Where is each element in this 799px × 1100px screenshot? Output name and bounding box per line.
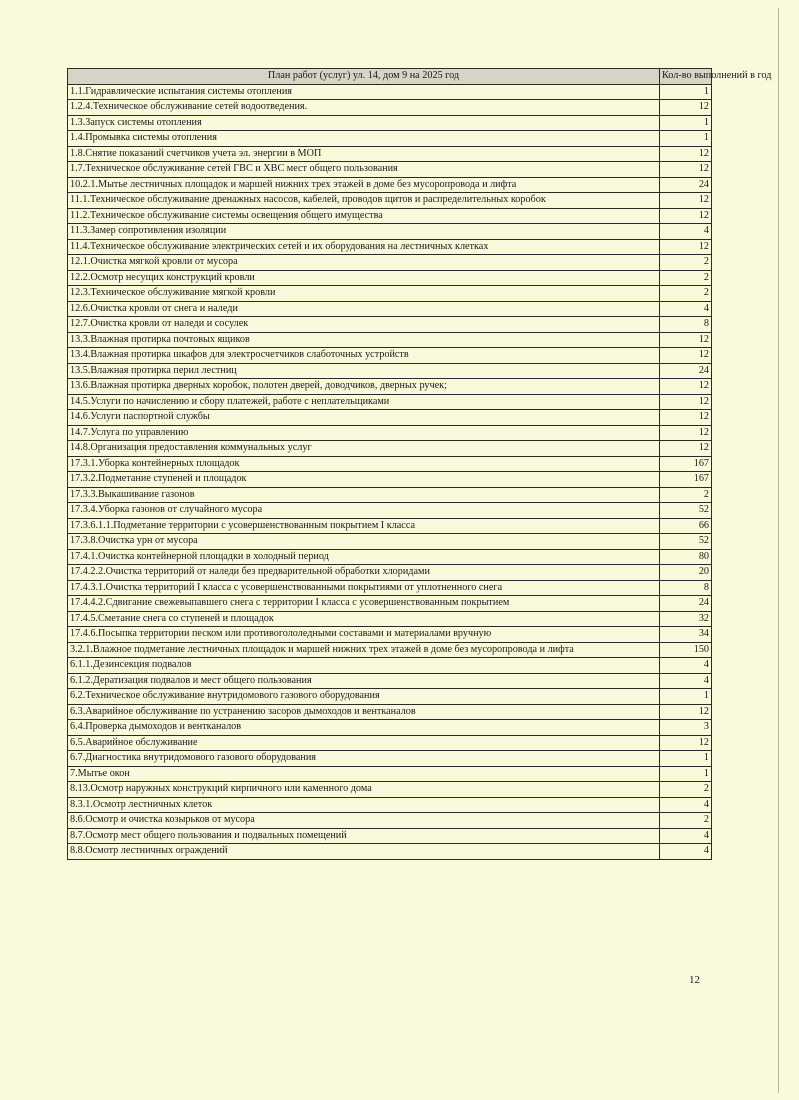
work-item-count: 2	[660, 270, 712, 286]
work-item-count: 24	[660, 363, 712, 379]
work-item-name: 17.3.3.Выкашивание газонов	[68, 487, 660, 503]
work-item-name: 17.4.2.2.Очистка территорий от наледи без предварительной обработки хлоридами	[68, 565, 660, 581]
work-item-name: 14.8.Организация предоставления коммунальных услуг	[68, 441, 660, 457]
table-row	[68, 193, 712, 209]
table-row	[68, 332, 712, 348]
work-item-count: 12	[660, 146, 712, 162]
work-item-name: 13.5.Влажная протирка перил лестниц	[68, 363, 660, 379]
work-item-name: 1.2.4.Техническое обслуживание сетей водоотведения.	[68, 100, 660, 116]
work-item-count: 4	[660, 658, 712, 674]
work-item-name: 12.1.Очистка мягкой кровли от мусора	[68, 255, 660, 271]
work-item-name: 6.2.Техническое обслуживание внутридомового газового оборудования	[68, 689, 660, 705]
work-item-count: 1	[660, 689, 712, 705]
table-row	[68, 549, 712, 565]
work-item-count: 32	[660, 611, 712, 627]
work-item-count: 4	[660, 844, 712, 860]
work-item-name: 17.3.4.Уборка газонов от случайного мусора	[68, 503, 660, 519]
work-item-name: 1.3.Запуск системы отопления	[68, 115, 660, 131]
work-item-count: 4	[660, 301, 712, 317]
work-item-count: 8	[660, 580, 712, 596]
work-item-count: 34	[660, 627, 712, 643]
table-row	[68, 363, 712, 379]
work-item-name: 3.2.1.Влажное подметание лестничных площадок и маршей нижних трех этажей в доме без мусоропровода и лифта	[68, 642, 660, 658]
work-item-count: 4	[660, 828, 712, 844]
work-plan-table	[67, 68, 772, 860]
work-item-name: 11.1.Техническое обслуживание дренажных насосов, кабелей, проводов щитов и распределительных коробок	[68, 193, 660, 209]
table-row	[68, 611, 712, 627]
work-item-name: 14.7.Услуга по управлению	[68, 425, 660, 441]
work-item-name: 1.1.Гидравлические испытания системы отопления	[68, 84, 660, 100]
table-body	[68, 84, 712, 859]
work-item-name: 12.7.Очистка кровли от наледи и сосулек	[68, 317, 660, 333]
work-item-count: 12	[660, 162, 712, 178]
work-item-name: 17.4.3.1.Очистка территорий I класса с усовершенствованными покрытиями от уплотненного снега	[68, 580, 660, 596]
work-item-count: 12	[660, 208, 712, 224]
table-row	[68, 642, 712, 658]
table-row	[68, 131, 712, 147]
work-item-name: 6.3.Аварийное обслуживание по устранению засоров дымоходов и вентканалов	[68, 704, 660, 720]
work-item-name: 6.5.Аварийное обслуживание	[68, 735, 660, 751]
table-row	[68, 177, 712, 193]
table-row	[68, 115, 712, 131]
work-item-name: 1.4.Промывка системы отопления	[68, 131, 660, 147]
work-item-name: 11.3.Замер сопротивления изоляции	[68, 224, 660, 240]
table-row	[68, 735, 712, 751]
work-item-name: 13.6.Влажная протирка дверных коробок, полотен дверей, доводчиков, дверных ручек;	[68, 379, 660, 395]
work-item-count: 3	[660, 720, 712, 736]
work-item-count: 2	[660, 813, 712, 829]
table-row	[68, 689, 712, 705]
work-item-count: 4	[660, 797, 712, 813]
table-row	[68, 720, 712, 736]
table-row	[68, 224, 712, 240]
table-row	[68, 844, 712, 860]
work-item-count: 150	[660, 642, 712, 658]
table-row	[68, 270, 712, 286]
work-item-count: 12	[660, 704, 712, 720]
work-item-name: 6.7.Диагностика внутридомового газового оборудования	[68, 751, 660, 767]
page-number: 12	[689, 974, 700, 986]
work-item-name: 13.3.Влажная протирка почтовых ящиков	[68, 332, 660, 348]
table-row	[68, 456, 712, 472]
work-item-name: 17.4.6.Посыпка территории песком или противогололедными составами и материалами вручную	[68, 627, 660, 643]
work-item-name: 12.3.Техническое обслуживание мягкой кровли	[68, 286, 660, 302]
work-item-count: 24	[660, 596, 712, 612]
work-item-name: 6.1.1.Дезинсекция подвалов	[68, 658, 660, 674]
work-item-count: 24	[660, 177, 712, 193]
work-item-name: 10.2.1.Мытье лестничных площадок и маршей нижних трех этажей в доме без мусоропровода и лифта	[68, 177, 660, 193]
table-row	[68, 704, 712, 720]
work-item-name: 17.3.1.Уборка контейнерных площадок	[68, 456, 660, 472]
work-item-name: 1.7.Техническое обслуживание сетей ГВС и ХВС мест общего пользования	[68, 162, 660, 178]
count-column-header: Кол-во выполнений в год	[660, 69, 712, 85]
work-item-name: 8.6.Осмотр и очистка козырьков от мусора	[68, 813, 660, 829]
table-row	[68, 751, 712, 767]
work-item-count: 12	[660, 100, 712, 116]
work-item-name: 17.3.2.Подметание ступеней и площадок	[68, 472, 660, 488]
work-item-name: 6.1.2.Дератизация подвалов и мест общего пользования	[68, 673, 660, 689]
table-row	[68, 580, 712, 596]
table-row	[68, 658, 712, 674]
work-item-count: 66	[660, 518, 712, 534]
work-item-count: 52	[660, 503, 712, 519]
work-item-name: 17.4.4.2.Сдвигание свежевыпавшего снега с территории I класса с усовершенствованным покрытием	[68, 596, 660, 612]
work-item-count: 1	[660, 131, 712, 147]
work-item-count: 12	[660, 425, 712, 441]
table-title: План работ (услуг) ул. 14, дом 9 на 2025 год	[68, 69, 660, 85]
work-item-count: 12	[660, 239, 712, 255]
work-item-name: 8.13.Осмотр наружных конструкций кирпичного или каменного дома	[68, 782, 660, 798]
work-item-name: 11.2.Техническое обслуживание системы освещения общего имущества	[68, 208, 660, 224]
table-row	[68, 146, 712, 162]
table-row	[68, 828, 712, 844]
work-item-name: 12.6.Очистка кровли от снега и наледи	[68, 301, 660, 317]
work-item-count: 12	[660, 410, 712, 426]
work-item-count: 8	[660, 317, 712, 333]
table-row	[68, 518, 712, 534]
table-row	[68, 534, 712, 550]
work-item-name: 14.5.Услуги по начислению и сбору платежей, работе с неплательщиками	[68, 394, 660, 410]
work-item-count: 52	[660, 534, 712, 550]
table-row	[68, 394, 712, 410]
table-row	[68, 348, 712, 364]
table-row	[68, 673, 712, 689]
table-row	[68, 239, 712, 255]
table-row	[68, 766, 712, 782]
work-item-count: 12	[660, 394, 712, 410]
table-row	[68, 797, 712, 813]
work-item-count: 2	[660, 487, 712, 503]
table-row	[68, 301, 712, 317]
table-row	[68, 472, 712, 488]
work-item-name: 8.3.1.Осмотр лестничных клеток	[68, 797, 660, 813]
work-item-count: 12	[660, 193, 712, 209]
table-row	[68, 596, 712, 612]
work-item-count: 1	[660, 766, 712, 782]
work-item-name: 1.8.Снятие показаний счетчиков учета эл. энергии в МОП	[68, 146, 660, 162]
table-row	[68, 565, 712, 581]
table-row	[68, 813, 712, 829]
work-item-count: 2	[660, 286, 712, 302]
table-row	[68, 425, 712, 441]
work-item-name: 12.2.Осмотр несущих конструкций кровли	[68, 270, 660, 286]
work-item-name: 17.3.6.1.1.Подметание территории с усовершенствованным покрытием I класса	[68, 518, 660, 534]
table-row	[68, 286, 712, 302]
work-item-name: 14.6.Услуги паспортной службы	[68, 410, 660, 426]
work-item-name: 17.4.1.Очистка контейнерной площадки в холодный период	[68, 549, 660, 565]
table-row	[68, 503, 712, 519]
table-row	[68, 487, 712, 503]
work-item-count: 167	[660, 456, 712, 472]
work-item-name: 17.4.5.Сметание снега со ступеней и площадок	[68, 611, 660, 627]
work-item-count: 12	[660, 379, 712, 395]
work-item-count: 1	[660, 115, 712, 131]
work-item-name: 8.7.Осмотр мест общего пользования и подвальных помещений	[68, 828, 660, 844]
work-item-count: 167	[660, 472, 712, 488]
work-item-name: 6.4.Проверка дымоходов и вентканалов	[68, 720, 660, 736]
work-item-count: 12	[660, 441, 712, 457]
table-row	[68, 255, 712, 271]
table-row	[68, 100, 712, 116]
work-item-count: 80	[660, 549, 712, 565]
work-item-count: 2	[660, 255, 712, 271]
table-row	[68, 317, 712, 333]
work-item-name: 7.Мытье окон	[68, 766, 660, 782]
table-row	[68, 627, 712, 643]
work-item-count: 2	[660, 782, 712, 798]
work-item-name: 17.3.8.Очистка урн от мусора	[68, 534, 660, 550]
table-row	[68, 84, 712, 100]
table-row	[68, 162, 712, 178]
work-item-name: 11.4.Техническое обслуживание электрических сетей и их оборудования на лестничных клетках	[68, 239, 660, 255]
work-item-count: 12	[660, 332, 712, 348]
work-item-name: 8.8.Осмотр лестничных ограждений	[68, 844, 660, 860]
table-row	[68, 410, 712, 426]
work-item-count: 20	[660, 565, 712, 581]
table-header-row	[68, 69, 712, 85]
table-row	[68, 379, 712, 395]
work-item-count: 1	[660, 84, 712, 100]
work-item-count: 12	[660, 348, 712, 364]
work-item-count: 4	[660, 673, 712, 689]
work-item-count: 4	[660, 224, 712, 240]
table-row	[68, 208, 712, 224]
work-item-count: 1	[660, 751, 712, 767]
table-row	[68, 441, 712, 457]
work-item-count: 12	[660, 735, 712, 751]
table-row	[68, 782, 712, 798]
work-item-name: 13.4.Влажная протирка шкафов для электросчетчиков слаботочных устройств	[68, 348, 660, 364]
